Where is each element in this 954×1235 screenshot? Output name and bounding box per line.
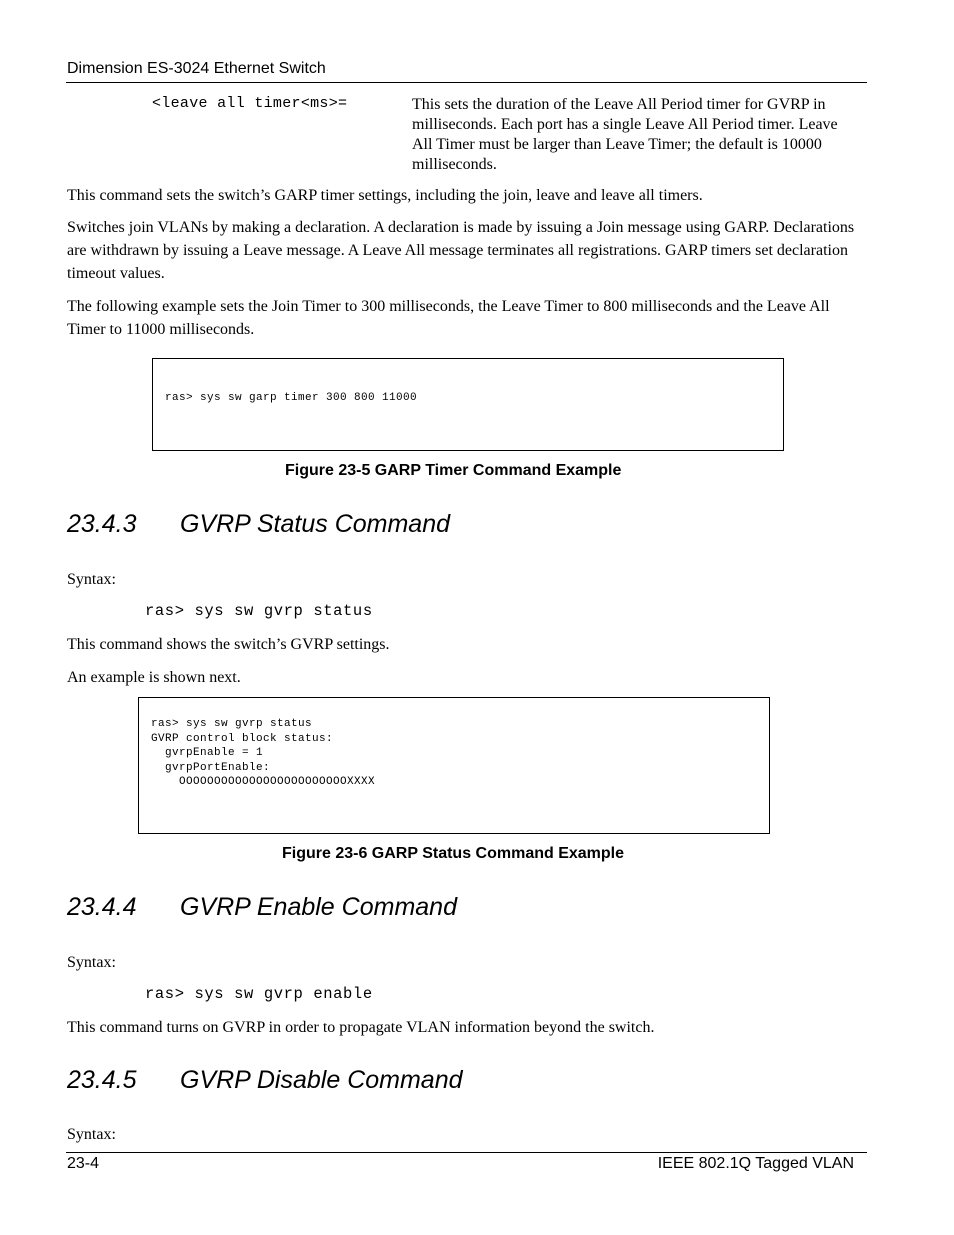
parameter-description: This sets the duration of the Leave All Period timer for GVRP in milliseconds. Each port has a single Leave All Period timer. Leave All Timer must be larger than Leave Timer; the default is 10000 milliseconds. (412, 96, 838, 173)
paragraph-garp-timer: This command sets the switch’s GARP timer settings, including the join, leave and leave all timers. (67, 187, 703, 204)
parameter-name: <leave all timer<ms>= (152, 95, 348, 112)
syntax-label: Syntax: (67, 571, 116, 588)
page-number: 23-4 (67, 1155, 100, 1172)
chapter-title: IEEE 802.1Q Tagged VLAN (657, 1155, 854, 1172)
running-header: Dimension ES-3024 Ethernet Switch (67, 60, 326, 77)
section-heading-gvrp-enable (67, 893, 457, 922)
footer-rule (66, 1152, 867, 1153)
section-title: GVRP Status Command (180, 510, 451, 538)
paragraph-gvrp-status: This command shows the switch’s GVRP settings. (67, 636, 390, 653)
section-title: GVRP Enable Command (180, 893, 457, 921)
paragraph-declarations: Switches join VLANs by making a declaration. A declaration is made by issuing a Join message using GARP. Declarations are withdrawn by issuing a Leave message. A Leave All message terminates all registrations. GARP timers set declaration timeout values. (67, 219, 855, 282)
code-gvrp-status-output: ras> sys sw gvrp status GVRP control block status: gvrpEnable = 1 gvrpPortEnable: OOOOOOOOOOOOOOOOOOOOOOOOXXXX (151, 718, 376, 788)
code-box-gvrp-status (138, 697, 770, 834)
paragraph-example-shown: An example is shown next. (67, 669, 241, 686)
code-box-garp-timer (152, 358, 784, 451)
syntax-label: Syntax: (67, 1126, 116, 1143)
section-number: 23.4.4 (67, 893, 137, 921)
paragraph-example-intro: The following example sets the Join Timer to 300 milliseconds, the Leave Timer to 800 milliseconds and the Leave All Timer to 11000 milliseconds. (67, 298, 830, 338)
section-heading-gvrp-disable (67, 1066, 463, 1095)
syntax-gvrp-status: ras> sys sw gvrp status (145, 602, 373, 620)
figure-caption-23-5: Figure 23-5 GARP Timer Command Example (285, 462, 622, 479)
code-garp-timer: ras> sys sw garp timer 300 800 11000 (165, 392, 418, 404)
header-rule (66, 82, 867, 83)
section-title: GVRP Disable Command (180, 1066, 463, 1094)
syntax-gvrp-enable: ras> sys sw gvrp enable (145, 985, 373, 1003)
paragraph-gvrp-enable: This command turns on GVRP in order to propagate VLAN information beyond the switch. (67, 1019, 655, 1036)
section-number: 23.4.3 (67, 510, 137, 538)
section-number: 23.4.5 (67, 1066, 137, 1094)
figure-caption-23-6: Figure 23-6 GARP Status Command Example (282, 845, 625, 862)
syntax-label: Syntax: (67, 954, 116, 971)
section-heading-gvrp-status (67, 510, 450, 539)
